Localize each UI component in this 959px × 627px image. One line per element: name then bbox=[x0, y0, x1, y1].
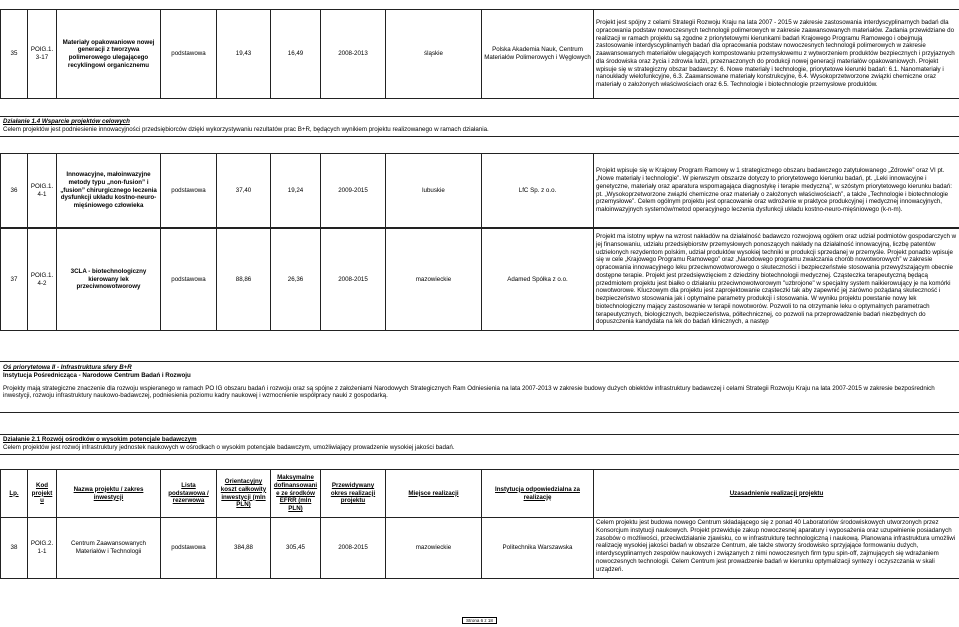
okres-cell: 2008-2015 bbox=[321, 518, 386, 579]
efrr-cell: 26,36 bbox=[271, 229, 321, 331]
lista-cell: podstawowa bbox=[161, 518, 217, 579]
header-uzasadnienie: Uzasadnienie realizacji projektu bbox=[594, 470, 959, 518]
okres-cell: 2009-2015 bbox=[321, 154, 386, 228]
efrr-cell: 305,45 bbox=[271, 518, 321, 579]
kod-cell: POIG.1.3-17 bbox=[28, 10, 57, 99]
uzasadnienie-cell: Projekt ma istotny wpływ na wzrost nakładów na działalność badawczo rozwojową ogółem oraz udział podmiotów gospodarczych w jej finansowaniu, udziału przedsiębiorstw przemysłowych ponoszących nakłady na działalność innowacyjną, liczbę patentów udzielonych rezydentom polskim, udział produktów wysokiej techniki w produkcji sprzedanej w przemyśle. Projekt ponadto wpisuje się w cele „Krajowego Programu Ramowego” oraz „Narodowego programu zwalczania chorób nowotworowych” w zakresie opracowania innowacyjnego leku przeciwnowotworowego o skuteczności i bezpieczeństwie stosowania przewyższającym obecnie dostępne terapie. Projekt jest przedsięwzięciem z dziedziny biotechnologii medycznej. Cząsteczka terapeutyczną będącą przedmiotem projektu jest białko o działaniu przeciwnowotworowym "uzbrojone" w specjalny system naikierowujący je na komórki nowotworowe. Kluczowym dla projektu jest zaprojektowanie cząsteczki tak aby zapewnić jej zarówno pożądaną skuteczność i bezpieczeństwo stosowania jak i optymalne parametry produkcji i stosowania. W wyniku projektu powstanie nowy lek biotechnologiczny mający zastosowanie w terapii nowotworów. Pozwoli to na otrzymanie leku o optymalnych parametrach terapeutycznych, biologicznych, bezpieczeństwa, półtechnicznej, co pozwoli na przeprowadzenie badań niezbędnych do dopuszczenia kandydata na lek do badań klinicznych, a następ bbox=[594, 229, 959, 331]
miejsce-cell: mazowieckie bbox=[386, 229, 482, 331]
okres-cell: 2008-2013 bbox=[321, 10, 386, 99]
koszt-cell: 37,40 bbox=[217, 154, 271, 228]
koszt-cell: 19,43 bbox=[217, 10, 271, 99]
miejsce-cell: lubuskie bbox=[386, 154, 482, 228]
header-kod: Kod projektu bbox=[28, 470, 57, 518]
kod-cell: POIG.1.4-2 bbox=[28, 229, 57, 331]
header-lp: Lp. bbox=[1, 470, 28, 518]
header-nazwa: Nazwa projektu / zakres inwestycji bbox=[57, 470, 161, 518]
project-row-38 bbox=[1, 518, 959, 579]
section-title: Oś priorytetowa II - Infrastruktura sfery B+R bbox=[3, 364, 132, 371]
project-row-35 bbox=[0, 9, 959, 99]
efrr-cell: 19,24 bbox=[271, 154, 321, 228]
header-koszt: Orientacyjny koszt całkowity inwestycji (mln PLN) bbox=[217, 470, 271, 518]
miejsce-cell: mazowieckie bbox=[386, 518, 482, 579]
uzasadnienie-cell: Projekt jest spójny z celami Strategii Rozwoju Kraju na lata 2007 - 2015 w zakresie zastosowania interdyscyplinarnych badań dla opracowania podstaw nowoczesnych technologii polimerowych w zakresie zaawansowanych materiałów. Zadania przewidziane do realizacji w ramach projektu są zgodne z priorytetowymi kierunkami badań Krajowego Programu Ramowego i obejmują zastosowanie interdyscyplinarnych badań dla opracowania podstaw nowoczesnych technologii polimerowych w zakresie zaawansowanych materiałów ulegających kompostowaniu przemysłowemu z wytworzeniem produktów bezpiecznych i przyjaznych dla środowiska oraz życia i zdrowia ludzi, przeznaczonych do produkcji nowej generacji materiałów opakowaniowych. Projekt wpisuje się w strategiczny obszar badawczy: 6. Nowe materiały i technologie, priorytetowe kierunki badań: 6.1. Nanomateriały i nanoukłady wielofunkcyjne, 6.3. Zaawansowane materiały konstrukcyjne, 6.4. Wysokoprzetworzone związki chemiczne oraz materiały o założonych właściwościach oraz 6.5. Technologie i biotechnologie przemysłowe produktów. bbox=[594, 10, 959, 99]
project-row-36 bbox=[0, 153, 959, 228]
kod-cell: POIG.2.1-1 bbox=[28, 518, 57, 579]
section-title: Działanie 2.1 Rozwój ośrodków o wysokim potencjale badawczym bbox=[3, 436, 197, 443]
header-okres: Przewidywany okres realizacji projektu bbox=[321, 470, 386, 518]
section-text: Projekty mają strategiczne znaczenie dla rozwoju wspieranego w ramach PO IG obszaru badań i rozwoju oraz są spójne z założeniami Narodowych Strategicznych Ram Odniesienia na lata 2007-2013 w zakresie budowy dużych obiektów infrastruktury badawczej i celami Strategii Rozwoju Kraju na lata 2007-2015 w zakresie bezpośrednich inwestycji, rozwoju infrastruktury naukowo-badawczej, podniesienia poziomu kadry naukowej i wzmocnienie współpracy nauki z gospodarką. bbox=[3, 384, 935, 400]
lista-cell: podstawowa bbox=[161, 154, 217, 228]
nazwa-cell: Materiały opakowaniowe nowej generacji z tworzywa polimerowego ulegającego recyklingowi organicznemu bbox=[57, 10, 161, 99]
uzasadnienie-cell: Celem projektu jest budowa nowego Centrum składającego się z ponad 40 Laboratoriów środowiskowych utworzonych przez Konsorcjum instytucji naukowych. Projekt przewiduje zakup nowoczesnej aparatury i wyposażenia oraz uzupełnienie posiadanych zasobów o możliwości, przeciwdziałanie zjawisku, co w infrastrukturę technologiczną i naukową. Planowana infrastruktura umożliwi realizację wysokiej jakości badań w obszarze Centrum, ale także stworzy środowisko sprzyjające formowaniu dużych, interdyscyplinarnych zespołów naukowych i związanych z nimi nowoczesnych firm typu spin-off, zajmujących się wdrażaniem nowoczesnych technologii. Celem Centrum jest prowadzenie badań w kierunku optymalizacji syntezy i oczyszczania w skali urządzeń. bbox=[594, 518, 959, 579]
koszt-cell: 384,88 bbox=[217, 518, 271, 579]
section-title: Działanie 1.4 Wsparcie projektów celowych bbox=[3, 118, 130, 125]
nazwa-cell: 3CLA - biotechnologiczny kierowany lek przeciwnowotworowy bbox=[57, 229, 161, 331]
kod-cell: POIG.1.4-1 bbox=[28, 154, 57, 228]
instytucja-cell: Politechnika Warszawska bbox=[482, 518, 594, 579]
koszt-cell: 88,86 bbox=[217, 229, 271, 331]
lp-cell: 37 bbox=[1, 229, 28, 331]
uzasadnienie-cell: Projekt wpisuje się w Krajowy Program Ramowy w 1 strategicznego obszaru badawczego zatytułowanego „Zdrowie” oraz VI pt. „Nowe materiały i technologie”. W pierwszym obszarze dotyczy to priorytetowego kierunku badań, pt. „Leki innowacyjne i genetyczne, materiały oraz aparatura wspomagająca diagnostykę i terapie medyczną”, w szóstym priorytetowego kierunku badań: pt. „Wysokoprzetworzone związki chemiczne oraz materiały o założonych właściwościach”, a także „Technologie i biotechnologie przemysłowe”. Celem ogólnym projektu jest opracowanie oraz wdrożenie w praktyce produkcyjnej i medycznej innowacyjnych, małoinwazyjnych systemów/metod operacyjnego leczenia dysfunkcji układu kostno-neuro-mięśniowego (k-n-m). bbox=[594, 154, 959, 228]
nazwa-cell: Innowacyjne, małoinwazyjne metody typu „non-fusion” i „fusion” chirurgicznego leczenia dysfunkcji układu kostno-neuro-mięśniowego człowieka bbox=[57, 154, 161, 228]
header-lista: Lista podstawowa / rezerwowa bbox=[161, 470, 217, 518]
header-miejsce: Miejsce realizacji bbox=[386, 470, 482, 518]
header-instytucja: Instytucja odpowiedzialna za realizację bbox=[482, 470, 594, 518]
page-number: Strona 6 z 18 bbox=[462, 617, 497, 624]
lp-cell: 36 bbox=[1, 154, 28, 228]
lp-cell: 35 bbox=[1, 10, 28, 99]
lp-cell: 38 bbox=[1, 518, 28, 579]
miejsce-cell: śląskie bbox=[386, 10, 482, 99]
okres-cell: 2008-2015 bbox=[321, 229, 386, 331]
instytucja-cell: LfC Sp. z o.o. bbox=[482, 154, 594, 228]
section-subtitle: Instytucja Pośrednicząca - Narodowe Centrum Badań i Rozwoju bbox=[3, 371, 191, 379]
page-footer bbox=[0, 618, 959, 624]
section-dzialanie-1-4 bbox=[0, 116, 959, 137]
instytucja-cell: Polska Akademia Nauk, Centrum Materiałów Polimerowych i Węglowych bbox=[482, 10, 594, 99]
nazwa-cell: Centrum Zaawansowanych Materiałów i Technologii bbox=[57, 518, 161, 579]
project-row-37 bbox=[0, 228, 959, 331]
table-header-row bbox=[1, 470, 959, 518]
section-dzialanie-2-1 bbox=[0, 434, 959, 455]
lista-cell: podstawowa bbox=[161, 10, 217, 99]
instytucja-cell: Adamed Spółka z o.o. bbox=[482, 229, 594, 331]
section-os-priorytetowa-2 bbox=[0, 361, 959, 413]
lista-cell: podstawowa bbox=[161, 229, 217, 331]
projects-table-2-1 bbox=[0, 469, 959, 579]
header-efrr: Maksymalne dofinansowanie ze środków EFRR (mln PLN) bbox=[271, 470, 321, 518]
section-text: Celem projektów jest rozwój infrastruktury jednostek naukowych w ośrodkach o wysokim potencjale badawczym, umożliwiający prowadzenie wysokiej jakości badań. bbox=[3, 443, 455, 451]
section-text: Celem projektów jest podniesienie innowacyjności przedsiębiorców dzięki wykorzystywaniu rezultatów prac B+R, będących wynikiem projektu realizowanego w ramach działania. bbox=[3, 125, 489, 133]
efrr-cell: 16,49 bbox=[271, 10, 321, 99]
